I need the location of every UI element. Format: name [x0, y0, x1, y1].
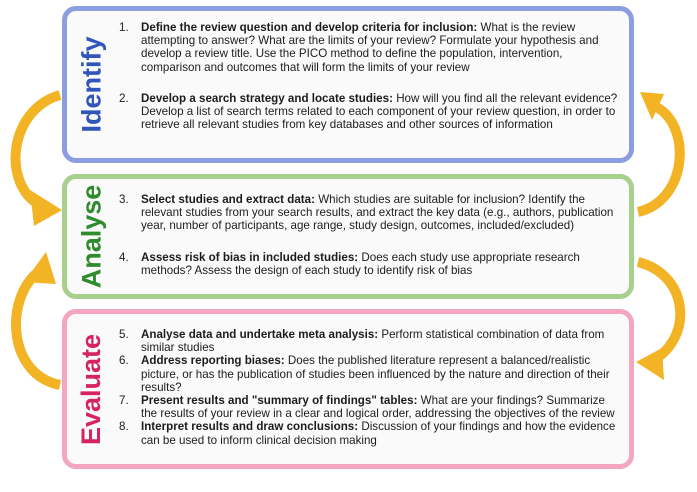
step-text: [141, 420, 619, 446]
step-description: What is the review attempting to answer? What are the limits of your review? Formulate your hypothesis and develop a review title. Use the PICO method to define the population, intervention, comparison and outcomes that will form the limits of your review: [141, 21, 599, 74]
step-description: What are your findings? Summarize the results of your review in a clear and logical order, addressing the objectives of the review: [141, 394, 615, 421]
arrow-evaluate-to-analyse: [16, 272, 60, 385]
step-number: 3.: [119, 193, 129, 206]
step-item: [119, 394, 619, 420]
identify-label-container: [67, 11, 117, 158]
arrow-analyse-to-evaluate: [638, 262, 680, 362]
analyse-label-container: [67, 179, 117, 294]
arrowhead-analyse-to-evaluate: [636, 348, 664, 380]
identify-panel: [62, 6, 634, 163]
step-title: Define the review question and develop criteria for inclusion:: [141, 21, 478, 34]
step-title: Analyse data and undertake meta analysis:: [141, 328, 379, 341]
step-text: [141, 394, 619, 420]
step-description: Discussion of your findings and how the evidence can be used to inform clinical decision making: [141, 420, 616, 447]
step-title: Interpret results and draw conclusions:: [141, 420, 359, 434]
step-title: Develop a search strategy and locate studies:: [141, 91, 393, 105]
step-description: Which studies are suitable for inclusion? Identify the relevant studies from your search results, and extract the key data (e.g., authors, publication year, number of participants, age range, study design, outcomes, included/excluded): [141, 193, 614, 233]
analyse-panel: [62, 174, 634, 299]
step-text: [141, 354, 619, 394]
evaluate-label: Evaluate: [76, 333, 107, 445]
step-text: [141, 92, 619, 132]
step-number: 4.: [119, 250, 129, 264]
arrowhead-identify-to-analyse: [30, 190, 62, 226]
step-item: [119, 354, 619, 394]
step-description: How will you find all the relevant evidence? Develop a list of search terms related to each component of your review question, in order to retrieve all relevant studies from key databases and other sources of information: [141, 91, 618, 132]
arrow-analyse-to-identify: [638, 105, 680, 212]
step-number: 7.: [119, 394, 129, 408]
step-text: [141, 251, 619, 277]
step-text: [141, 328, 619, 354]
step-title: Assess risk of bias in included studies:: [141, 250, 359, 264]
step-description: Perform statistical combination of data from similar studies: [141, 328, 605, 355]
analyse-steps: [119, 193, 619, 277]
step-item: [119, 193, 619, 233]
step-text: [141, 21, 619, 74]
step-text: [141, 193, 619, 233]
step-title: Select studies and extract data:: [141, 193, 315, 206]
step-item: [119, 328, 619, 354]
step-item: [119, 420, 619, 446]
step-number: 6.: [119, 354, 129, 368]
step-number: 8.: [119, 420, 129, 434]
step-number: 1.: [119, 21, 129, 34]
step-item: [119, 92, 619, 132]
step-number: 2.: [119, 91, 129, 105]
step-title: Address reporting biases:: [141, 354, 285, 368]
step-title: Present results and "summary of findings" tables:: [141, 394, 418, 408]
evaluate-panel: [62, 309, 634, 469]
evaluate-steps: [119, 328, 619, 447]
evaluate-label-container: [67, 314, 117, 464]
step-description: Does each study use appropriate research methods? Assess the design of each study to identify risk of bias: [141, 250, 580, 277]
step-item: [119, 251, 619, 277]
arrowhead-evaluate-to-analyse: [24, 252, 56, 284]
identify-label: Identify: [76, 36, 107, 133]
arrow-identify-to-analyse: [16, 95, 60, 205]
identify-steps: [119, 21, 619, 131]
step-description: Does the published literature represent a balanced/realistic picture, or has the publication of studies been influenced by the nature and direction of their results?: [141, 354, 610, 394]
step-number: 5.: [119, 328, 129, 341]
step-item: [119, 21, 619, 74]
analyse-label: Analyse: [76, 184, 107, 289]
